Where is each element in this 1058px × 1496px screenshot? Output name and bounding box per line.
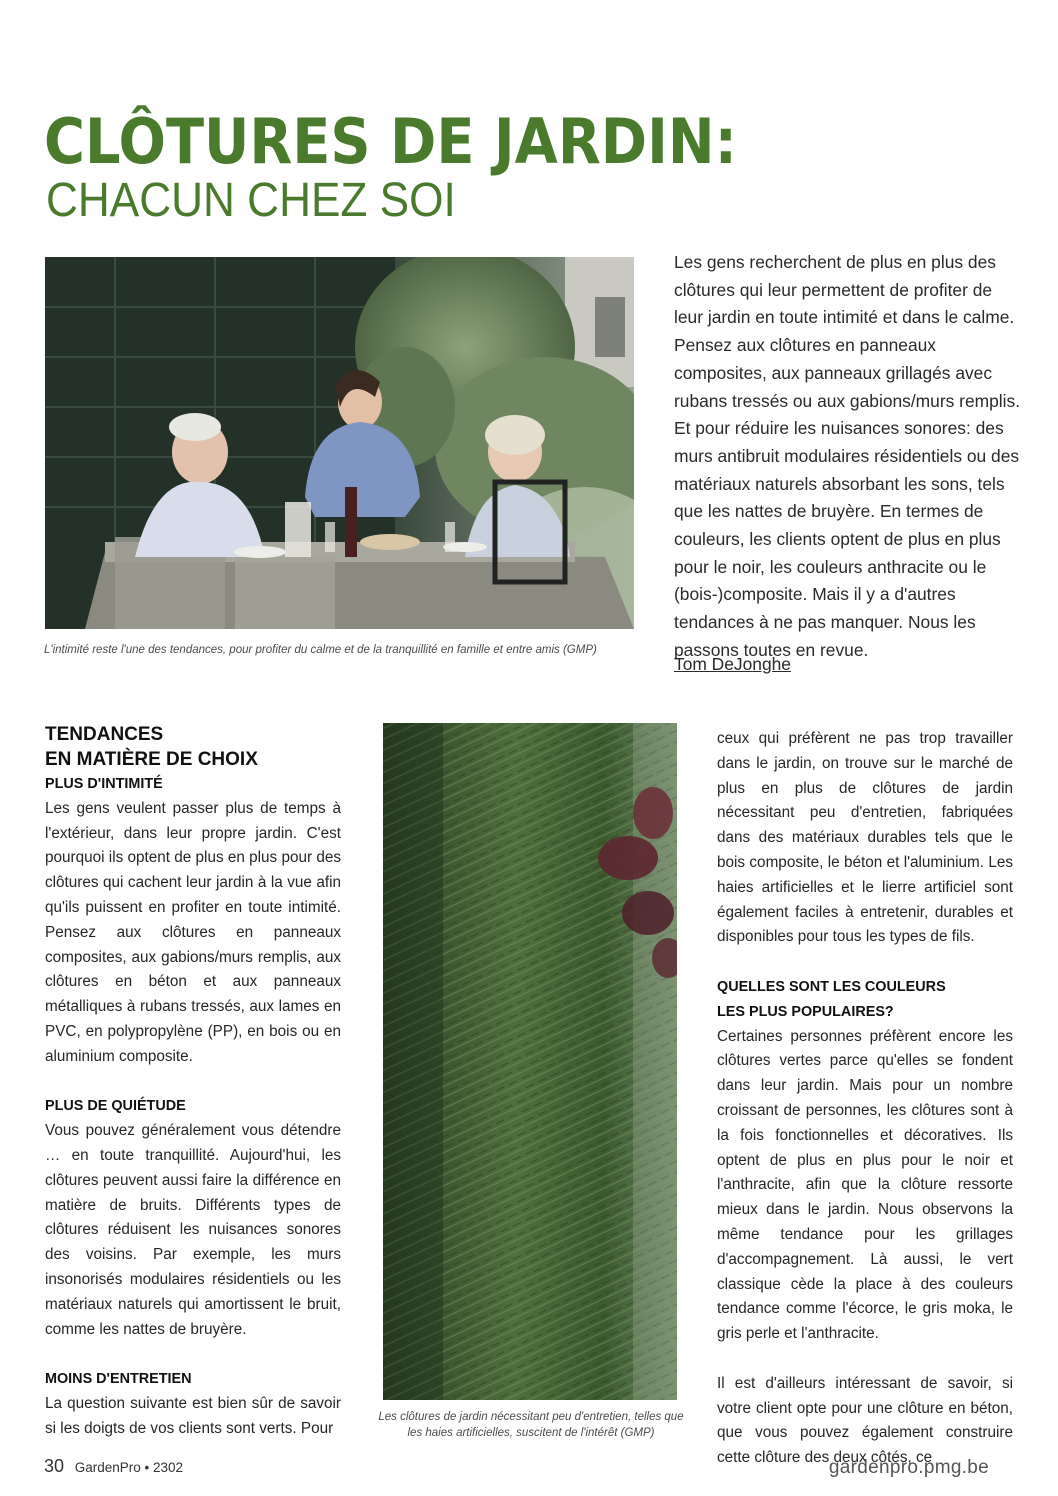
paragraph-couleurs: Certaines personnes préfèrent encore les clôtures vertes parce qu'elles se fondent dans leur jardin. Mais pour un nombre croissant de personnes, les clôtures sont à la fois fonctionnelles et décoratives. Ils optent de plus en plus pour le noir et l'anthracite, afin que la clôture ressorte mieux dans le jardin. Nous observons la même tendance pour les grillages d'accompagnement. Là aussi, le vert classique cède la place à des couleurs tendance comme l'écorce, le gris moka, le gris perle et l'anthracite. [717, 1027, 1013, 1343]
subheading-couleurs-line2: LES PLUS POPULAIRES? [717, 1003, 894, 1020]
footer-page-info [44, 1456, 183, 1477]
subheading-quietude: PLUS DE QUIÉTUDE [45, 1098, 186, 1115]
article-title: CLÔTURES DE JARDIN: [44, 105, 737, 178]
article-intro: Les gens recherchent de plus en plus des clôtures qui leur permettent de profiter de leur jardin en toute intimité et dans le calme. Pensez aux clôtures en panneaux composites, aux panneaux grillagés avec rubans tressés ou aux gabions/murs remplis. Et pour réduire les nuisances sonores: des murs antibruit modulaires résidentiels ou des matériaux naturels absorbant les sons, tels que les nattes de bruyère. En termes de couleurs, les clients optent de plus en plus pour le noir, les couleurs anthracite ou le (bois-)composite. Mais il y a d'autres tendances à ne pas manquer. Nous les passons toutes en revue. [674, 252, 1021, 660]
section-heading-line2: EN MATIÈRE DE CHOIX [45, 748, 258, 770]
photo1-caption: L'intimité reste l'une des tendances, pour profiter du calme et de la tranquillité en famille et entre amis (GMP) [44, 644, 597, 656]
paragraph-continuation: ceux qui préfèrent ne pas trop travailler dans le jardin, on trouve sur le marché de plus en plus de clôtures de jardin nécessitant peu d'entretien, fabriquées dans des matériaux durables tels que le bois composite, le béton et l'aluminium. Les haies artificielles et le lierre artificiel sont également faciles à entretenir, durables et disponibles pour tous les types de fils. [717, 730, 1013, 946]
website-link[interactable]: gardenpro.pmg.be [828, 1457, 989, 1478]
right-column [717, 727, 1013, 1471]
subheading-entretien: MOINS D'ENTRETIEN [45, 1371, 192, 1388]
left-column [45, 723, 341, 1442]
subheading-intimite: PLUS D'INTIMITÉ [45, 776, 163, 792]
article-subtitle: CHACUN CHEZ SOI [46, 174, 456, 227]
paragraph-quietude: Vous pouvez généralement vous détendre … en toute tranquillité. Aujourd'hui, les clôtures peuvent aussi faire la différence en matière de bruits. Différents types de clôtures réduisent les nuisances sonores des voisins. Par exemple, les murs insonorisés modulaires résidentiels ou les matériaux naturels qui amortissent le bruit, comme les nattes de bruyère. [45, 1122, 341, 1338]
subheading-couleurs-line1: QUELLES SONT LES COULEURS [717, 978, 946, 995]
artificial-hedge-photo [383, 723, 677, 1400]
paragraph-entretien: La question suivante est bien sûr de savoir si les doigts de vos clients sont verts. Pour [45, 1394, 341, 1437]
paragraph-beton: Il est d'ailleurs intéressant de savoir, si votre client opte pour une clôture en béton, que vous pouvez également construire cette clôture des deux côtés, ce [717, 1374, 1013, 1467]
photo2-caption: Les clôtures de jardin nécessitant peu d'entretien, telles que les haies artificielles, suscitent de l'intérêt (GMP) [378, 1411, 684, 1439]
magazine-issue: GardenPro • 2302 [74, 1460, 184, 1475]
author-byline: Tom DeJonghe [674, 654, 791, 674]
garden-family-photo [45, 257, 634, 629]
page-number: 30 [44, 1456, 65, 1476]
section-heading-line1: TENDANCES [45, 724, 164, 745]
paragraph-intimite: Les gens veulent passer plus de temps à l'extérieur, dans leur propre jardin. C'est pourquoi ils optent de plus en plus pour des clôtures qui cachent leur jardin à la vue afin qu'ils puissent en profiter en toute intimité. Pensez aux clôtures en panneaux composites, aux gabions/murs remplis, aux clôtures en béton et aux panneaux métalliques à rubans tressés, aux lames en PVC, en polypropylène (PP), en bois ou en aluminium composite. [45, 799, 341, 1065]
